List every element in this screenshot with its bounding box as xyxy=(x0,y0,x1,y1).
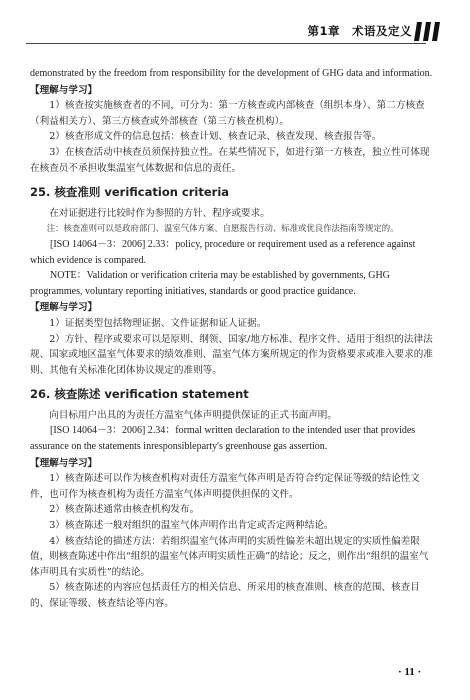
learn-heading: 【理解与学习】 xyxy=(30,457,98,469)
learn-heading: 【理解与学习】 xyxy=(30,302,98,314)
paragraph: 1）核查陈述可以作为核查机构对责任方温室气体声明是否符合约定保证等级的结论性文件，也可作为核查机构为责任方温室气体声明提供担保的文件。 xyxy=(30,473,420,500)
chapter-title: 第1章 术语及定义 xyxy=(307,24,412,38)
page-number: · 11 · xyxy=(398,666,422,678)
note: 注：核查准则可以是政府部门、温室气体方案、自愿报告行动、标准或优良作法指南等规定的。 xyxy=(46,223,399,234)
definition: 向目标用户出具的为责任方温室气体声明提供保证的正式书面声明。 xyxy=(49,409,337,421)
decorative-bars-icon xyxy=(414,22,444,41)
paragraph: demonstrated by the freedom from responsibility for the development of GHG data and information. xyxy=(30,68,433,79)
paragraph: 2）核查形成文件的信息包括：核查计划、核查记录、核查发现、核查报告等。 xyxy=(49,131,382,143)
paragraph: 5）核查陈述的内容应包括责任方的相关信息、所采用的核查准则、核查的范围、核查目的、保证等级、核查结论等内容。 xyxy=(30,582,420,609)
learn-heading: 【理解与学习】 xyxy=(30,84,98,96)
paragraph: 2）方针、程序或要求可以是原则、纲领、国家/地方标准、程序文件、适用于组织的法律法规、国家或地区温室气体要求的绩效准则、温室气体方案所规定的作为资格要求或准入要求的准则、其他有关标准化团体协议规定的准则等。 xyxy=(30,333,433,376)
paragraph: 3）核查陈述一般对组织的温室气体声明作出肯定或否定两种结论。 xyxy=(49,520,334,532)
page-body xyxy=(30,66,438,612)
header-rule xyxy=(26,43,426,44)
paragraph: 4）核查结论的描述方法：若组织温室气体声明的实质性偏差未超出规定的实质性偏差限值，则核查陈述中作出“组织的温室气体声明实质性正确”的结论；反之，则作出“组织的温室气体声明具有实质性”的结论。 xyxy=(30,535,429,578)
paragraph: 2）核查陈述通常由核查机构发布。 xyxy=(49,504,200,516)
running-header xyxy=(0,22,470,42)
section-heading-25: 25. 核查准则 verification criteria xyxy=(30,185,230,200)
paragraph: 1）证据类型包括物理证据、文件证据和证人证据。 xyxy=(49,317,267,329)
definition: 在对证据进行比较时作为参照的方针、程序或要求。 xyxy=(49,207,270,219)
note-en: NOTE：Validation or verification criteria may be established by governments, GHG programmes, voluntary reporting initiatives, standards or good practice guidance. xyxy=(30,270,390,297)
section-heading-26: 26. 核查陈述 verification statement xyxy=(30,387,249,402)
iso-reference: [ISO 14064－3：2006] 2.34：formal written declaration to the intended user that provides assurance on the statements inresponsibleparty's greenhouse gas assertion. xyxy=(30,425,416,453)
iso-reference: [ISO 14064－3：2006] 2.33：policy, procedure or requirement used as a reference against which evidence is compared. xyxy=(30,238,416,266)
paragraph: 3）在核查活动中核查员须保持独立性。在某些情况下，如进行第一方核查，独立性可体现在核查员不承担收集温室气体数据和信息的责任。 xyxy=(30,146,430,174)
paragraph: 1）核查按实施核查者的不同，可分为：第一方核查或内部核查（组织本身）、第二方核查（利益相关方）、第三方核查或外部核查（第三方核查机构）。 xyxy=(30,100,425,127)
